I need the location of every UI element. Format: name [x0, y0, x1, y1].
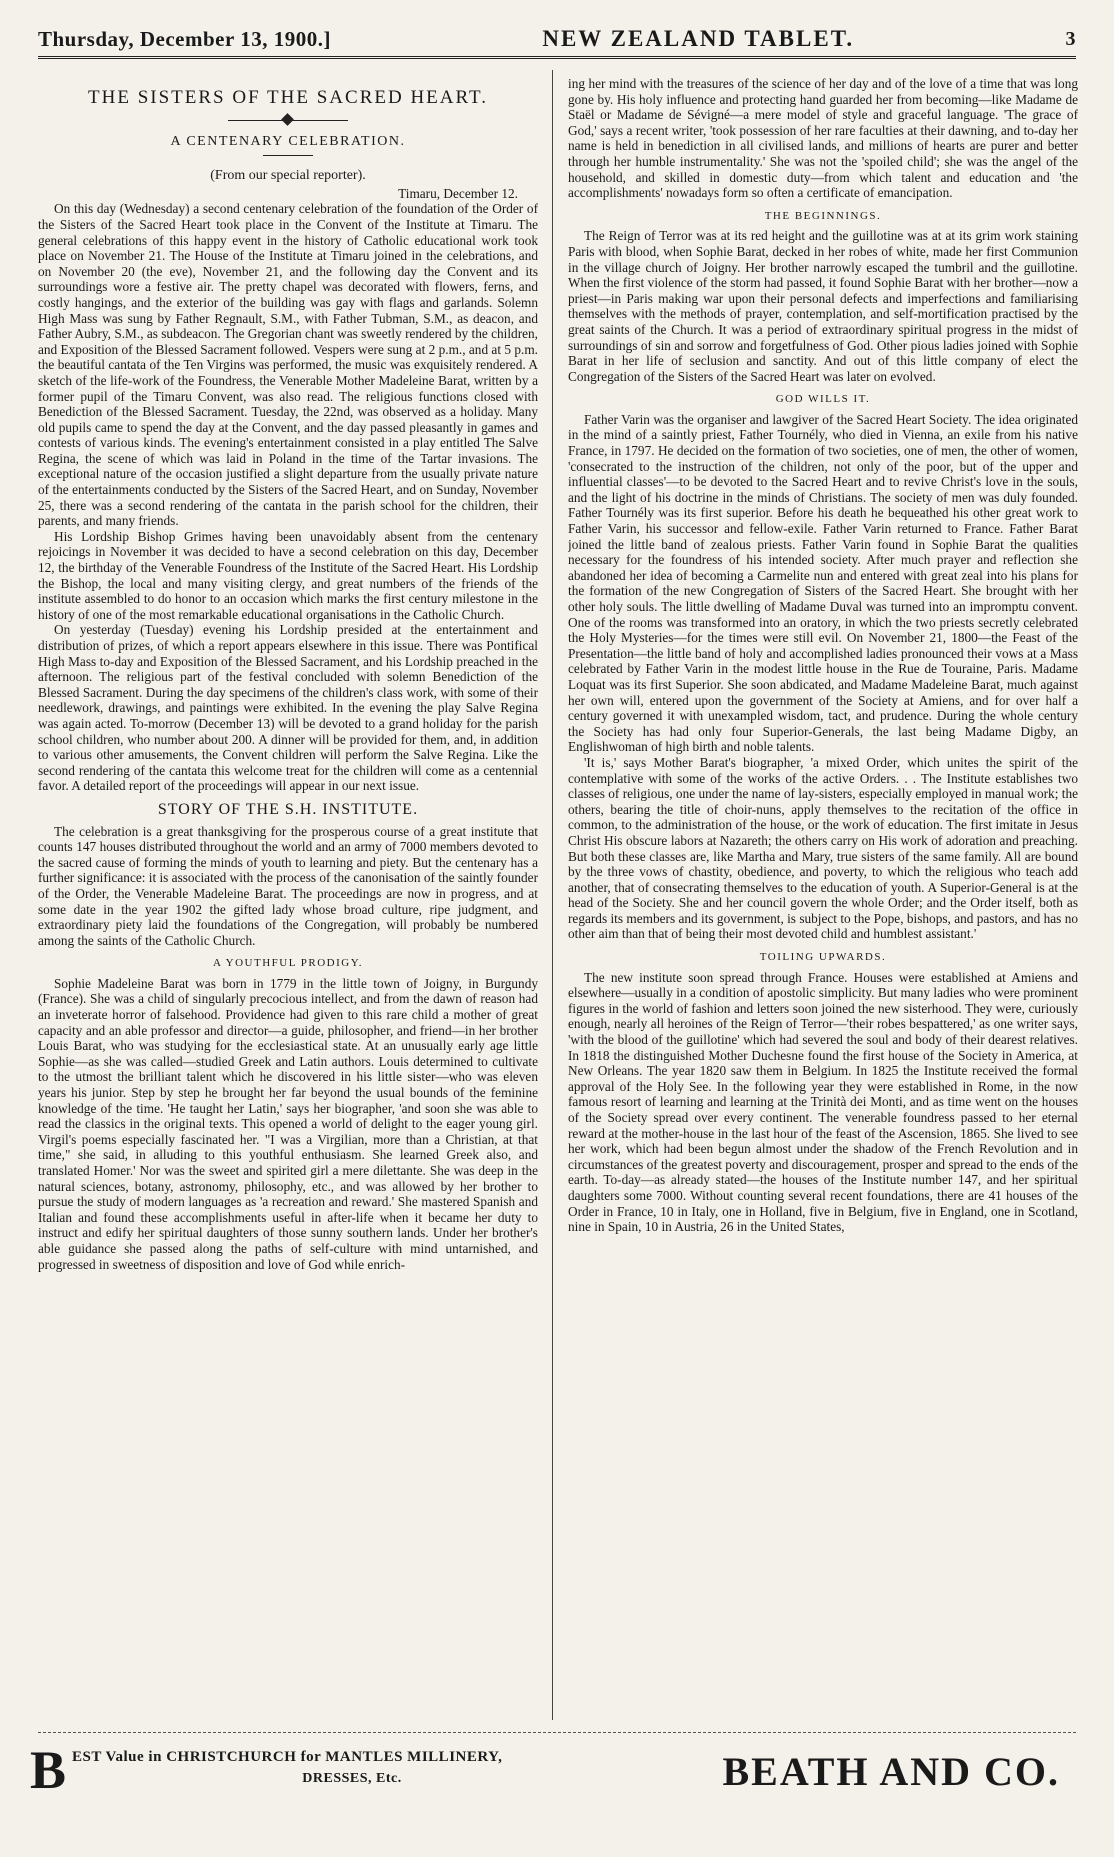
article-paragraph: On yesterday (Tuesday) evening his Lordship presided at the entertainment and distribution of prizes, of which a report appears elsewhere in this issue. There was Pontifical High Mass to-day and Exposition of the Blessed Sacrament, and his Lordship preached in the afternoon. The religious part of the festival concluded with solemn Benediction of the Blessed Sacrament. During the day specimens of the children's class work, with some of their needlework, drawings, and paintings were exhibited. In the evening the play Salve Regina was again acted. To-morrow (December 13) will be devoted to a grand holiday for the parish school children, who number about 200. A dinner will be provided for them, and, in addition to various other amusements, the Convent children will perform the Salve Regina. Like the second rendering of the cantata this welcome treat for the children will come as a centennial favor. A detailed report of the proceedings will appear in our next issue.: [38, 622, 538, 794]
ornamental-rule: [228, 114, 348, 128]
article-paragraph: Father Varin was the organiser and lawgiver of the Sacred Heart Society. The idea originated in the mind of a saintly priest, Father Tournély, who died in Vienna, an exile from his native France, in 1797. He decided on the formation of two societies, one of men, the other of women, 'consecrated to the instruction of the children, not only of the poor, but of the upper and influential classes'—to be devoted to the Sacred Heart and to revive Christ's love in the souls, and the light of his doctrine in the minds of Christians. The society of men was duly founded. Father Tournély was its first superior. Before his death he bequeathed his other great work to Father Varin, his successor and fellow-exile. Father Varin returned to France. Father Barat joined the little band of zealous priests. Father Varin found in Sophie Barat the qualities necessary for the foundress of his intended society. After much prayer and reflection she abandoned her idea of becoming a Carmelite nun and entered with great zeal into his plans for the formation of the new Congregation of Sisters of the Sacred Heart. She brought with her other holy souls. The little dwelling of Madame Duval was turned into an impromptu convent. One of the rooms was transformed into an oratory, in which the two priests secretly celebrated the Holy Mysteries—for the times were still evil. On November 21, 1800—the Feast of the Presentation—the little band of holy and accomplished ladies pronounced their vows at a Mass celebrated by Father Varin in the modest little house in the Rue de Touraine, Paris. Madame Loquat was its first Superior. She soon abdicated, and Madame Madeleine Barat, much against her own will, entered upon the government of the Society at Amiens, and for over half a century governed it with unexampled wisdom, tact, and prudence. During the whole century the Society has had only four Superior-Generals, the last being Madame Digby, an Englishwoman of high birth and noble talents.: [568, 411, 1078, 755]
ad-line-1: EST Value in CHRISTCHURCH for MANTLES MILLINERY,: [72, 1749, 503, 1765]
article-paragraph: ing her mind with the treasures of the science of her day and of the love of a time that was long gone by. His holy influence and protecting hand guarded her from becoming—like Madame de Staël or Madame de Sévigné—a mere model of style and graceful language. 'The grace of God,' says a recent writer, 'took possession of her rare faculties at their dawning, and to-day her name is held in benediction in all civilised lands, and millions of hearts are purer and better through her humble instrumentality.' She was not the 'spoiled child'; she was the angel of the household, and skilled in domestic duty—from which talent and education and 'the accomplishments' nowadays form so often a certificate of emancipation.: [568, 76, 1078, 201]
issue-date: Thursday, December 13, 1900.]: [38, 26, 331, 51]
ad-text: [72, 1746, 632, 1790]
ad-brand: BEATH AND CO.: [722, 1749, 1060, 1794]
reporter-credit: (From our special reporter).: [210, 168, 366, 184]
article-paragraph: The Reign of Terror was at its red height and the guillotine was at at its grim work staining Paris with blood, when Sophie Barat, decked in her robes of white, made her first Communion in the village church of Joigny. Her brother narrowly escaped the tumbril and the guillotine. When the first violence of the storm had passed, it found Sophie Barat with her brother—now a priest—in Paris making war upon their personal defects and imperfections and familiarising themselves with the methods of prayer, contemplation, and self-mortification practised by the great saints of the Church. It was a period of extraordinary spiritual progress in the midst of surroundings of sin and sorrow and forgetfulness of God. Other pious ladies joined with Sophie Barat in her life of seclusion and sanctity. And out of this little company of elect the Congregation of the Sisters of the Sacred Heart was later on evolved.: [568, 228, 1078, 384]
section-heading-toiling-upwards: TOILING UPWARDS.: [759, 951, 887, 964]
article-paragraph: The celebration is a great thanksgiving for the prosperous course of a great institute that counts 147 houses distributed throughout the world and an army of 7000 members devoted to the sacred cause of forming the minds of youth to learning and piety. But the centenary has a further significance: it is associated with the process of the canonisation of the saintly founder of the Order, the Venerable Madeleine Barat. The proceedings are now in progress, and at some date in the year 1902 the gifted lady whose broad culture, ripe judgment, and extraordinary piety laid the foundations of the Congregation, will probably be numbered among the saints of the Catholic Church.: [38, 823, 538, 948]
ad-initial: B: [30, 1740, 67, 1800]
page-number: 3: [1065, 27, 1076, 50]
section-heading-prodigy: A YOUTHFUL PRODIGY.: [212, 957, 364, 970]
article-title: THE SISTERS OF THE SACRED HEART.: [88, 87, 488, 108]
right-column: [568, 76, 1078, 1721]
publication-title: NEW ZEALAND TABLET.: [542, 26, 855, 51]
section-heading-story: STORY OF THE S.H. INSTITUTE.: [157, 800, 419, 818]
advertisement: [30, 1742, 1080, 1822]
masthead: [38, 22, 1076, 59]
column-divider: [552, 70, 553, 1720]
article-paragraph: His Lordship Bishop Grimes having been unavoidably absent from the centenary rejoicings in November it was decided to have a second celebration on this day, December 12, the birthday of the Venerable Foundress of the Institute of the Sacred Heart. His Lordship the Bishop, the local and many visiting clergy, and great numbers of the friends of the institute assembled to do honor to an occasion which marks the first century milestone in the history of one of the most remarkable educational organisations in the Catholic Church.: [38, 528, 538, 622]
section-heading-god-wills-it: GOD WILLS IT.: [775, 393, 871, 406]
ad-line-2: DRESSES, Etc.: [302, 1771, 402, 1786]
article-paragraph: Sophie Madeleine Barat was born in 1779 in the little town of Joigny, in Burgundy (France). She was a child of singularly precocious intellect, and from the dawn of reason had an inveterate horror of falsehood. Providence had given to this rare child a mother of great capacity and an able professor and director—a guide, philosopher, and friend—in her brother Louis Barat, who was studying for the ecclesiastical state. At an unusually early age little Sophie—as she was called—studied Greek and Latin authors. Louis determined to cultivate to the utmost the brilliant talent which he discovered in his little sister—who was eleven years his junior. Step by step he brought her far beyond the usual bounds of the feminine knowledge of the time. 'He taught her Latin,' says her biographer, 'and soon she was able to read the classics in the original texts. This opened a world of delight to the eager young girl. Virgil's poems especially fascinated her. "I was a Virgilian, more than a Christian, at that time," she said, in alluding to this youthful enthusiasm. She learned Greek also, and translated Homer.' Nor was the sweet and spirited girl a mere dilettante. She was deep in the natural sciences, botany, astronomy, philosophy, etc., and was allowed by her brother to pursue the study of modern languages as 'a recreation and reward.' She mastered Spanish and Italian and found these accomplishments useful in after-life when it became her duty to instruct and edify her spiritual daughters of those sunny southern lands. Under her brother's able guidance she passed along the paths of self-culture with mind untarnished, and progressed in sweetness of disposition and love of God while enrich-: [38, 975, 538, 1272]
article-paragraph: 'It is,' says Mother Barat's biographer, 'a mixed Order, which unites the spirit of the contemplative with some of the works of the active Orders. . . The Institute establishes two classes of religious, one under the name of lay-sisters, especially employed in manual work; the others, bearing the title of choir-nuns, apply themselves to the recitation of the office in common, to the administration of the house, or the work of education. The first imitate in Jesus Christ His obscure labors at Nazareth; the others carry on His work of adoration and preaching. But both these classes are, like Martha and Mary, true sisters of the same family. All are bound by the three vows of chastity, obedience, and poverty, to which the religious who teach add another, that of consecrating themselves to the education of youth. A Superior-General is at the head of the Society. She and her council govern the whole Order; and the Order itself, both as regards its members and its government, is subject to the Pope, bishops, and pastors, and has no other aim than that of being their most devoted child and humblest assistant.': [568, 754, 1078, 942]
left-column: [38, 76, 538, 1721]
short-rule: [263, 155, 313, 156]
section-heading-beginnings: THE BEGINNINGS.: [764, 209, 882, 222]
footer-rule: [38, 1732, 1076, 1733]
article-subtitle: A CENTENARY CELEBRATION.: [170, 133, 406, 149]
article-paragraph: The new institute soon spread through France. Houses were established at Amiens and elsewhere—usually in a condition of apostolic simplicity. But many ladies who were prominent figures in the world of fashion and letters soon joined the new sisterhood. They were, curiously enough, nearly all heroines of the Reign of Terror—'their robes bespattered,' as one writer says, 'with the blood of the guillotine' which had severed the soul and body of their dearest relatives. In 1818 the distinguished Mother Duchesne found the first house of the Society in America, at New Orleans. The year 1820 saw them in Belgium. In 1825 the Institute received the formal approval of the Holy See. In the following year they were established in Rome, in the now famous resort of learning and learning at the Trinità dei Monti, and as time went on the houses of the Society spread over every continent. The venerable foundress passed to her eternal reward at the mother-house in the last hour of the feast of the Ascension, 1865. She lived to see her work, which had been begun almost under the shadow of the French Revolution and in circumstances of the greatest poverty and discouragement, prosper and spread to the ends of the earth. To-day—as already stated—the houses of the Institute number 147, and her spiritual daughters some 7000. Without counting several recent foundations, there are 41 houses of the Order in France, 10 in Italy, one in Holland, five in Belgium, five in England, one in Scotland, nine in Spain, 10 in Austria, 26 in the United States,: [568, 969, 1078, 1235]
dateline: Timaru, December 12.: [398, 185, 518, 201]
article-paragraph: On this day (Wednesday) a second centenary celebration of the foundation of the Order of the Sisters of the Sacred Heart took place in the Convent of the Institute at Timaru. The general celebrations of this happy event in the history of Catholic educational work took place on November 21. The House of the Institute at Timaru joined in the celebrations, and on November 20 (the eve), November 21, and the following day the Convent and its surroundings wore a festive air. The pretty chapel was decorated with flowers, ferns, and costly hangings, and the exterior of the building was gay with flags and garlands. Solemn High Mass was sung by Father Regnault, S.M., with Father Tubman, S.M., as deacon, and Father Aubry, S.M., as subdeacon. The Gregorian chant was sweetly rendered by the children, and Exposition of the Blessed Sacrament followed. Vespers were sung at 2 p.m., and at 5 p.m. the beautiful cantata of the Ten Virgins was performed, the music was exquisitely rendered. A sketch of the life-work of the Foundress, the Venerable Mother Madeleine Barat, written by a former pupil of the Timaru Convent, was also read. The religious functions closed with Benediction of the Blessed Sacrament. Tuesday, the 22nd, was observed as a holiday. Many old pupils came to spend the day at the Convent, and the day passed pleasantly in games and contests of various kinds. The evening's entertainment consisted in a play entitled The Salve Regina, the scene of which was laid in Poland in the time of the Tartar invasions. The exceptional nature of the occasion justified a slight departure from the usually private nature of the entertainments conducted by the Sisters of the Sacred Heart, and on Sunday, November 25, there was a second rendering of the cantata in the parish school for the children, their parents, and many friends.: [38, 201, 538, 529]
